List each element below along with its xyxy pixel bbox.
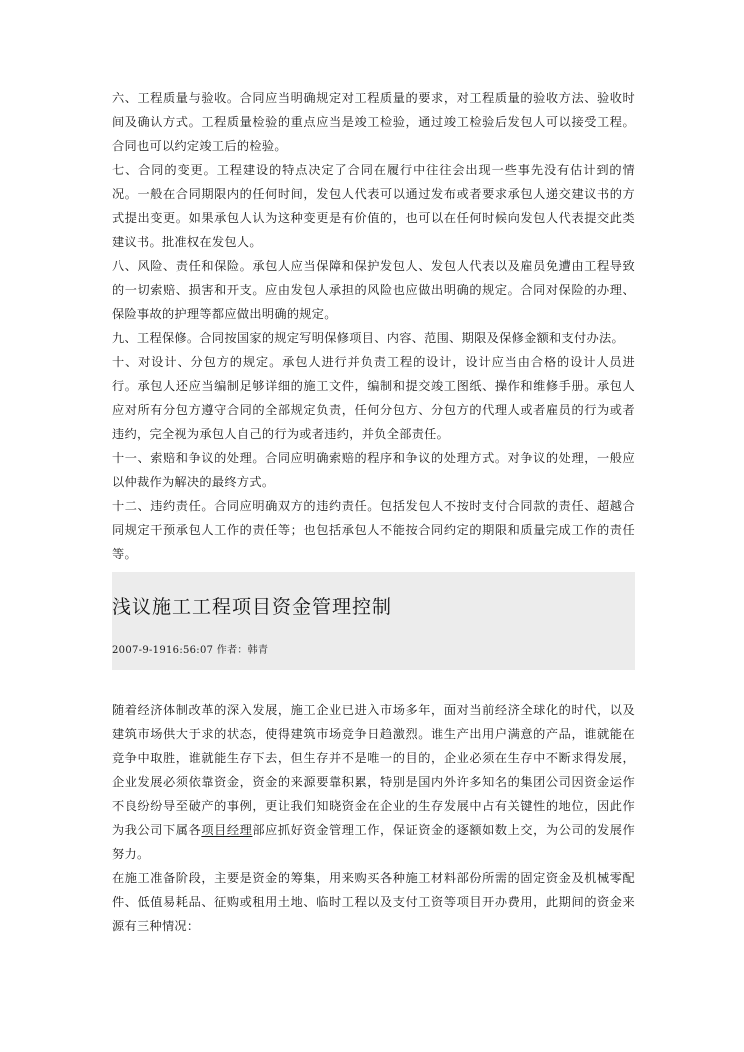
paragraph-breach: 十二、违约责任。合同应明确双方的违约责任。包括发包人不按时支付合同款的责任、超越合同规定干预承包人工作的责任等；也包括承包人不能按合同约定的期限和质量完成工作的责任等。 — [112, 499, 635, 561]
document-page — [112, 86, 635, 938]
paragraph-design: 十、对设计、分包方的规定。承包人进行并负责工程的设计，设计应当由合格的设计人员进行。承包人还应当编制足够详细的施工文件，编制和提交竣工图纸、操作和维修手册。承包人应对所有分包方遵守合同的全部规定负责，任何分包方、分包方的代理人或者雇员的行为或者违约，完全视为承包人自己的行为或者违约，并负全部责任。 — [112, 355, 635, 441]
article-meta: 2007-9-1916:56:07 作者：韩青 — [112, 645, 269, 656]
article-header — [112, 572, 635, 670]
article-paragraph-1-end: 部应抓好资金管理工作，保证资金的逐额如数上交，为公司的发展作努力。 — [112, 823, 636, 861]
paragraph-claims: 十一、索赔和争议的处理。合同应明确索赔的程序和争议的处理方式。对争议的处理，一般应以仲裁作为解决的最终方式。 — [112, 451, 635, 489]
project-manager-link[interactable]: 项目经理 — [201, 823, 253, 837]
paragraph-quality: 六、工程质量与验收。合同应当明确规定对工程质量的要求，对工程质量的验收方法、验收时间及确认方式。工程质量检验的重点应当是竣工检验，通过竣工检验后发包人可以接受工程。合同也可以约定竣工后的检验。 — [112, 91, 635, 153]
paragraph-risk: 八、风险、责任和保险。承包人应当保障和保护发包人、发包人代表以及雇员免遭由工程导致的一切索赔、损害和开支。应由发包人承担的风险也应做出明确的规定。合同对保险的办理、保险事故的护理等都应做出明确的规定。 — [112, 259, 635, 321]
paragraph-change: 七、合同的变更。工程建设的特点决定了合同在履行中往往会出现一些事先没有估计到的情况。一般在合同期限内的任何时间，发包人代表可以通过发布或者要求承包人递交建议书的方式提出变更。如果承包人认为这种变更是有价值的，也可以在任何时候向发包人代表提交此类建议书。批准权在发包人。 — [112, 163, 635, 249]
article-paragraph-2: 在施工准备阶段，主要是资金的筹集，用来购买各种施工材料部份所需的固定资金及机械零配件、低值易耗品、征购或租用土地、临时工程以及支付工资等项目开办费用，此期间的资金来源有三种情况： — [112, 871, 635, 933]
article-paragraph-1 — [112, 698, 635, 866]
article-body — [112, 698, 635, 938]
article-title: 浅议施工工程项目资金管理控制 — [112, 596, 393, 618]
paragraph-warranty: 九、工程保修。合同按国家的规定写明保修项目、内容、范围、期限及保修金额和支付办法。 — [112, 331, 624, 345]
article-paragraph-1-start: 随着经济体制改革的深入发展，施工企业已进入市场多年，面对当前经济全球化的时代，以及建筑市场供大于求的状态，使得建筑市场竞争日趋激烈。谁生产出用户满意的产品，谁就能在竞争中取胜，谁就能生存下去，但生存并不是唯一的目的，企业必须在生存中不断求得发展，企业发展必须依靠资金，资金的来源要靠积累，特别是国内外许多知名的集团公司因资金运作不良纷纷导至破产的事例，更让我们知晓资金在企业的生存发展中占有关键性的地位，因此作为我公司下属各 — [112, 703, 635, 837]
